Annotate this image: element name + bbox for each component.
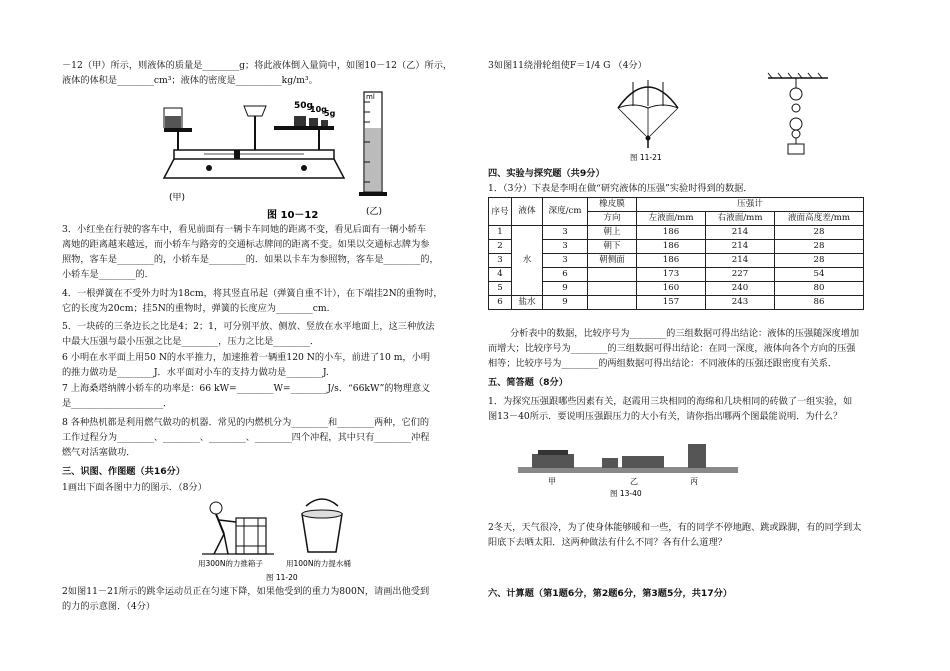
figure-label: 甲: [548, 477, 556, 486]
question-text: 工作过程分为________、________、________、________四个冲程，其中只有________冲程: [62, 432, 430, 443]
figure-caption: 图 11-21: [630, 153, 662, 162]
question-text: 2冬天，天气很冷，为了使身体能够暖和一些，有的同学不停地跑、跳或跺脚，有的同学到太: [488, 522, 862, 533]
figure-caption: 用100N的力提水桶: [286, 559, 351, 568]
table-row: 2 3 朝下 186 214 28: [489, 240, 864, 254]
question-text: 1．为探究压强跟哪些因素有关，赵霞用三块相同的海绵和几块相同的砖做了一组实验，如: [488, 396, 853, 407]
brick-icon: [602, 458, 618, 468]
box-icon: [236, 518, 266, 554]
question-text: －12（甲）所示，则液体的质量是________g；将此液体倒入量筒中，如图10－12（乙）所示，: [62, 60, 453, 71]
question-text: 是____________________．: [62, 398, 173, 409]
right-column: [488, 0, 903, 671]
question-text: 8 各种热机都是利用燃气做功的机器．常见的内燃机分为________和________两种，它们的: [62, 417, 430, 428]
bucket-icon: [302, 514, 342, 552]
weight-label: 10g: [310, 105, 327, 114]
table-row: 3 3 朝侧面 186 214 28: [489, 254, 864, 268]
question-text: 3．小红坐在行驶的客车中，看见前面有一辆卡车同她的距离不变，看见后面有一辆小轿车: [62, 224, 427, 235]
table-row: 1 水 3 朝上 186 214 28: [489, 226, 864, 240]
question-text: 分析表中的数据，比较序号为________的三组数据可得出结论：液体的压强随深度增加: [510, 328, 860, 339]
table-row: 5 9 160 240 80: [489, 282, 864, 296]
table-header: 左液面/mm: [637, 212, 706, 226]
weight-icon: [321, 120, 328, 126]
figure-label: (甲): [169, 193, 186, 203]
question-text: 的推力做功是________J．水平面对小车的支持力做功是________J.: [62, 367, 329, 378]
question-text: 5．一块砖的三条边长之比是4；2；1，可分别平放、侧放、竖放在水平地面上，这三种放法: [62, 321, 435, 332]
figure-caption: 图 13-40: [610, 489, 642, 498]
question-text: 1画出下面各图中力的图示．（8分）: [62, 482, 207, 493]
liquid-cell: 水: [512, 226, 543, 296]
question-text: 3如图11绕滑轮组使F＝1/4 G （4分）: [488, 60, 647, 71]
weight-label: 5g: [324, 109, 336, 118]
weight-icon: [294, 116, 306, 126]
person-icon: [646, 136, 651, 141]
question-text: 2如图11－21所示的跳伞运动员正在匀速下降，如果他受到的重力为800N，请画出他受到: [62, 586, 430, 597]
table-header: 方向: [588, 212, 637, 226]
question-text: 7 上海桑塔纳牌小轿车的功率是：66 kW=________W=________J/s．“66kW”的物理意义: [62, 383, 431, 394]
liquid-cell: 盐水: [512, 296, 543, 310]
figure-13-40: [518, 440, 738, 502]
brick-icon: [532, 454, 574, 468]
table-header: 右液面/mm: [706, 212, 775, 226]
section-heading: 六、计算题（第1题6分，第2题6分，第3题5分，共17分）: [488, 588, 733, 599]
person-icon: [210, 502, 222, 514]
section-heading: 三、识图、作图题（共16分）: [62, 466, 186, 477]
weight-icon: [309, 118, 318, 126]
table-header: 深度/cm: [543, 198, 588, 226]
figure-10-12: [154, 88, 404, 223]
figure-label: 丙: [690, 477, 698, 486]
weight-label: 50g: [294, 101, 313, 111]
figure-caption: 图 10－12: [267, 210, 319, 221]
question-text: 小轿车是________的．: [62, 269, 154, 280]
table-row: 6 盐水 9 157 243 86: [489, 296, 864, 310]
question-text: 阳底下去晒太阳．这两种做法有什么不同？各有什么道理？: [488, 537, 727, 548]
pulley-icon: [792, 104, 800, 112]
question-text: 1．（3分）下表是李明在做“研究液体的压强”实验时得到的数据．: [488, 183, 753, 194]
question-text: 6 小明在水平面上用50 N的水平推力，加速推着一辆重120 N的小车，前进了10 m，小明: [62, 352, 431, 363]
left-column: [62, 0, 462, 671]
unit-label: ml: [366, 93, 375, 101]
brick-icon: [538, 450, 568, 455]
question-text: 离她的距离越来越远，而小轿车与路旁的交通标志牌间的距离不变。如果以交通标志牌为参: [62, 239, 430, 250]
section-heading: 四、实验与探究题（共9分）: [488, 168, 605, 179]
question-text: 它的长度为20cm；挂5N的重物时，弹簧的长度应为________cm.: [62, 303, 330, 314]
table-header: 压强计: [637, 198, 864, 212]
figure-11-20: [194, 496, 374, 584]
question-text: 燃气对活塞做功．: [62, 447, 136, 458]
question-text: 液体的体积是________cm³；液体的密度是__________kg/m³。: [62, 75, 318, 86]
question-text: 而增大；比较序号为________的三组数据可得出结论：在同一深度，液体向各个方向的压强: [488, 343, 856, 354]
balance-beam: [174, 150, 334, 159]
figure-label: 乙: [630, 477, 638, 486]
table-row: 4 6 173 227 54: [489, 268, 864, 282]
pulley-icon: [792, 130, 800, 138]
load-box: [788, 144, 804, 154]
question-text: 相等；比较序号为________的两组数据可得出结论：不同液体的压强还跟密度有关系．: [488, 358, 838, 369]
figure-caption: 图 11-20: [266, 573, 298, 582]
section-heading: 五、简答题（8分）: [488, 377, 568, 388]
brick-icon: [688, 444, 706, 468]
table-header: 序号: [489, 198, 512, 226]
table-header: 液面高度差/mm: [775, 212, 864, 226]
question-text: 的力的示意图．（4分）: [62, 601, 156, 612]
question-text: 图13－40所示．要说明压强跟压力的大小有关，请你指出哪两个图最能说明．为什么？: [488, 411, 843, 422]
bucket-handle: [306, 499, 338, 506]
table-header: 液体: [512, 198, 543, 226]
pulley-icon: [790, 118, 802, 130]
figure-label: (乙): [366, 207, 383, 217]
figure-11-21: [608, 72, 868, 164]
table-header: 橡皮膜: [588, 198, 637, 212]
data-table: [488, 197, 864, 310]
question-text: 照物，客车是________的，小轿车是________的．如果以卡车为参照物，客车是________的，: [62, 254, 439, 265]
figure-caption: 用300N的力推箱子: [198, 559, 263, 568]
question-text: 4．一根弹簧在不受外力时为18cm，将其竖直吊起（弹簧自重不计），在下端挂2N的重物时，: [62, 288, 443, 299]
brick-icon: [622, 456, 664, 468]
question-text: 中最大压强与最小压强之比是________，压力之比是________．: [62, 336, 320, 347]
pulley-icon: [790, 88, 802, 100]
